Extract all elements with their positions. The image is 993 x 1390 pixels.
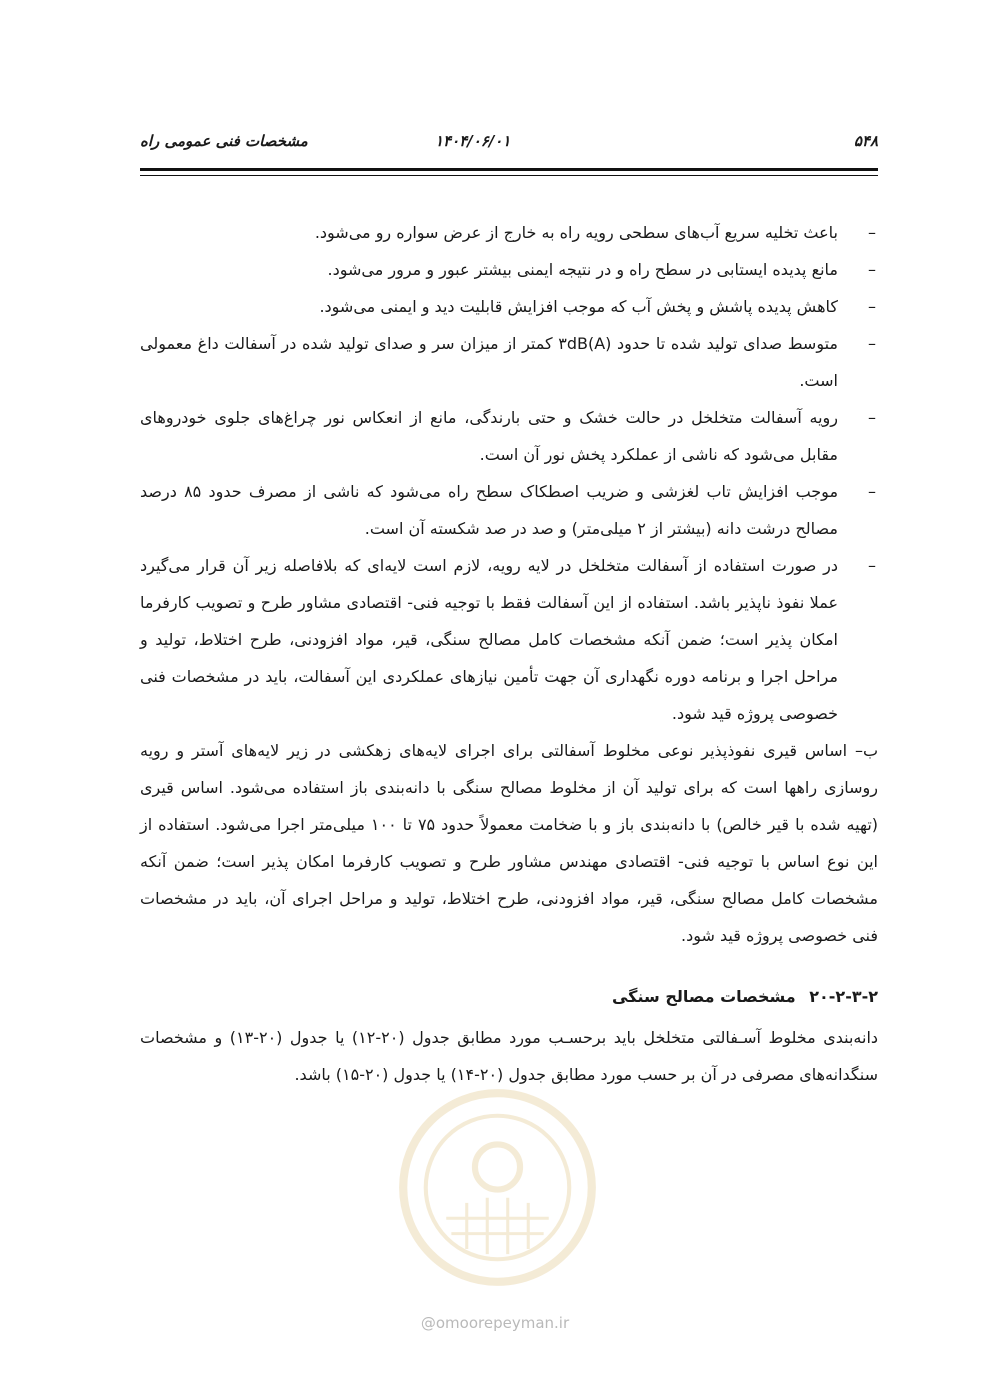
list-item: [140, 251, 878, 288]
paragraph-b-text: اساس قیری نفوذپذیر نوعی مخلوط آسفالتی برای اجرای لایه‌های زهکشی در زیر لایه‌های آستر و رویه روسازی راهها است که برای تولید آن از مخلوط مصالح سنگی با دانه‌بندی باز استفاده می‌شود. اساس قیری (تهیه شده با قیر خالص) با دانه‌بندی باز و با ضخامت معمولاً حدود ۷۵ تا ۱۰۰ میلی‌متر اجرا می‌شود. استفاده از این نوع اساس با توجیه فنی- اقتصادی مهندس مشاور طرح و تصویب کارفرما امکان پذیر است؛ ضمن آنکه مشخصات کامل مصالح سنگی، قیر، مواد افزودنی، طرح اختلاط، تولید و مراحل اجرای آن، باید در مشخصات فنی خصوصی پروژه قید شود.: [140, 741, 879, 945]
bullet-list: [140, 214, 878, 732]
list-item-text: موجب افزایش تاب لغزشی و ضریب اصطکاک سطح راه می‌شود که ناشی از مصرف حدود ۸۵ درصد مصالح درشت دانه (بیشتر از ۲ میلی‌متر) و صد در صد شکسته آن است.: [140, 482, 839, 538]
bullet-dash: –: [868, 260, 876, 279]
watermark-logo-icon: [395, 1085, 600, 1290]
list-item: [140, 325, 878, 399]
paragraph-b-prefix: ب–: [854, 741, 878, 760]
bullet-dash: –: [868, 408, 876, 427]
header-date: ۱۴۰۴/۰۶/۰۱: [435, 132, 511, 150]
paragraph-b: [140, 732, 878, 954]
list-item-text: در صورت استفاده از آسفالت متخلخل در لایه رویه، لازم است لایه‌ای که بلافاصله زیر آن قرار می‌گیرد عملا نفوذ ناپذیر باشد. استفاده از این آسفالت فقط با توجیه فنی- اقتصادی مشاور طرح و تصویب کارفرما امکان پذیر است؛ ضمن آنکه مشخصات کامل مصالح سنگی، قیر، مواد افزودنی، طرح اختلاط، تولید و مراحل اجرا و برنامه دوره نگهداری آن جهت تأمین نیازهای عملکردی این آسفالت، باید در مشخصات فنی خصوصی پروژه قید شود.: [140, 556, 838, 723]
document-title: مشخصات فنی عمومی راه: [140, 132, 308, 150]
list-item: [140, 547, 878, 732]
list-item-text: باعث تخلیه سریع آب‌های سطحی رویه راه به خارج از عرض سواره رو می‌شود.: [314, 223, 838, 242]
watermark-text: @omoorepeyman.ir: [420, 1314, 570, 1332]
section-paragraph: دانه‌بندی مخلوط آسـفالتی متخلخل باید برحسـب مورد مطابق جدول (۲۰-۱۲) یا جدول (۲۰-۱۳) و مشخصات سنگدانه‌های مصرفی در آن بر حسب مورد مطابق جدول (۲۰-۱۴) یا جدول (۲۰-۱۵) باشد.: [140, 1028, 879, 1084]
list-item-text: مانع پدیده ایستابی در سطح راه و در نتیجه ایمنی بیشتر عبور و مرور می‌شود.: [327, 260, 838, 279]
page-content: [140, 214, 878, 1093]
header-rule-thick: [140, 168, 878, 171]
page-number: ۵۴۸: [853, 132, 878, 150]
bullet-dash: –: [868, 556, 876, 575]
section-title: مشخصات مصالح سنگی: [611, 987, 796, 1006]
bullet-dash: –: [868, 482, 876, 501]
bullet-dash: –: [868, 223, 876, 242]
header-rule-thin: [140, 175, 878, 176]
section-heading: [140, 978, 878, 1015]
list-item: [140, 288, 878, 325]
page-header: [140, 120, 878, 156]
list-item: [140, 473, 878, 547]
list-item-text: کاهش پدیده پاشش و پخش آب که موجب افزایش قابلیت دید و ایمنی می‌شود.: [319, 297, 838, 316]
bullet-dash: –: [868, 334, 876, 353]
list-item: [140, 399, 878, 473]
list-item-text: متوسط صدای تولید شده تا حدود ۳dB(A) کمتر از میزان سر و صدای تولید شده در آسفالت داغ معمولی است.: [140, 334, 838, 390]
section-number: ۲۰-۲-۳-۲: [809, 987, 878, 1006]
list-item: [140, 214, 878, 251]
bullet-dash: –: [868, 297, 876, 316]
list-item-text: رویه آسفالت متخلخل در حالت خشک و حتی بارندگی، مانع از انعکاس نور چراغ‌های جلوی خودروهای مقابل می‌شود که ناشی از عملکرد پخش نور آن است.: [140, 408, 838, 464]
